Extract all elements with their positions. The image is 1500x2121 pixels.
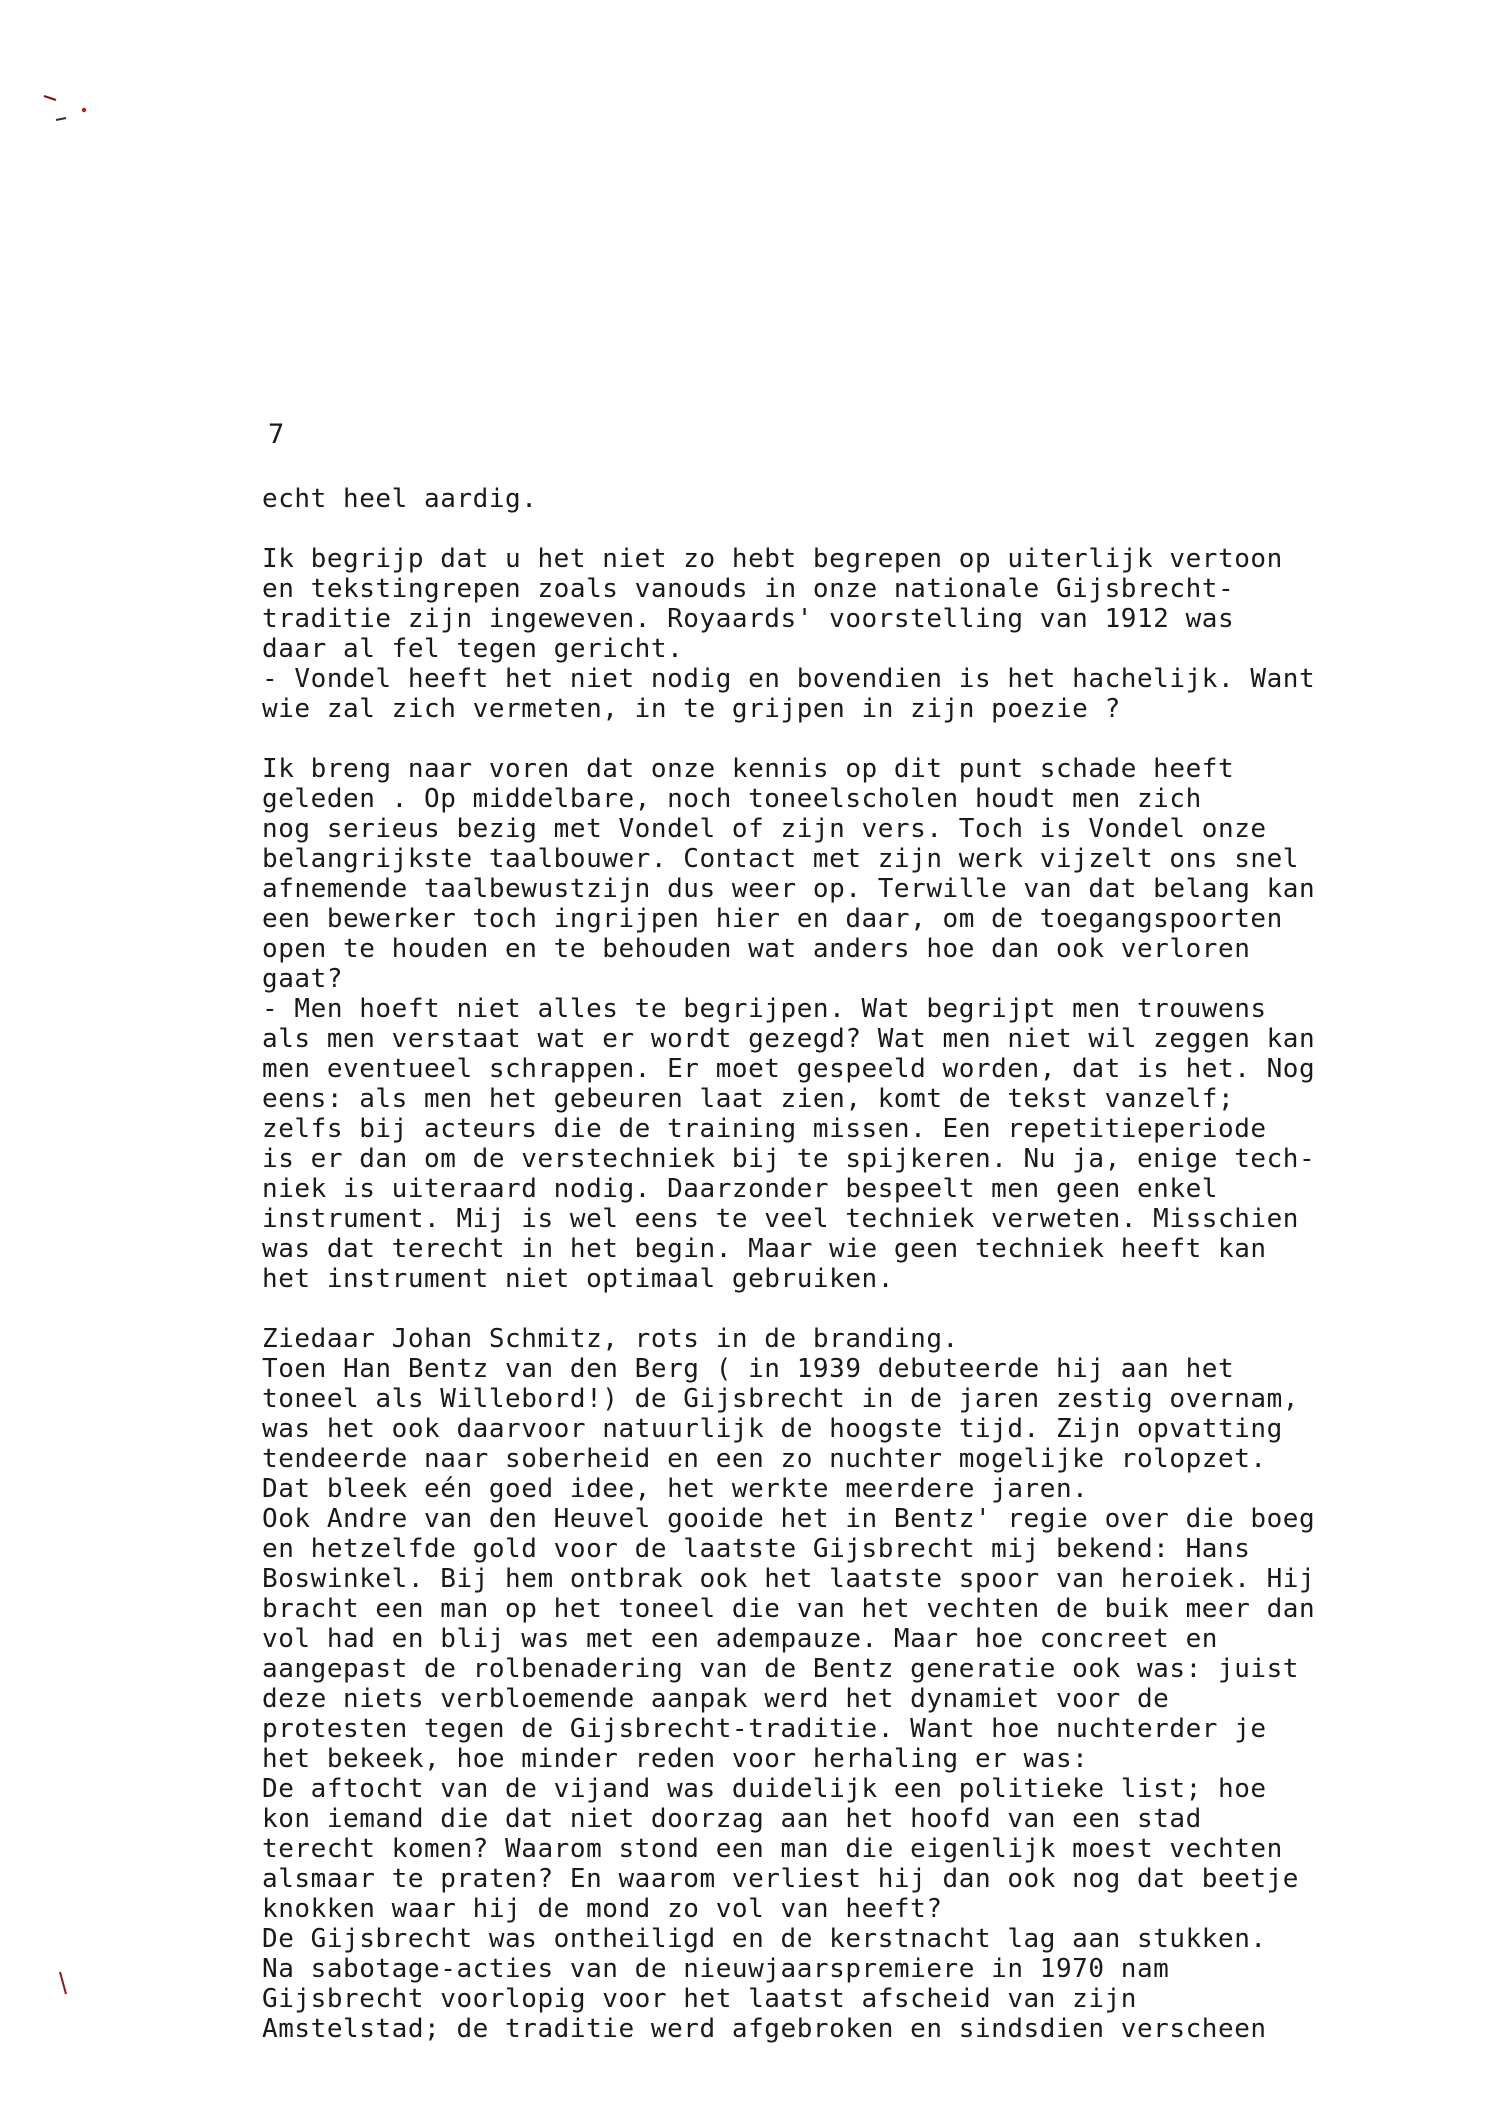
text-line: - Men hoeft niet alles te begrijpen. Wat begrijpt men trouwens [262, 994, 1267, 1024]
text-line: knokken waar hij de mond zo vol van heeft? [262, 1894, 943, 1924]
text-line: belangrijkste taalbouwer. Contact met zijn werk vijzelt ons snel [262, 844, 1300, 874]
blank-line [262, 1294, 1462, 1324]
text-line: als men verstaat wat er wordt gezegd? Wat men niet wil zeggen kan [262, 1024, 1316, 1054]
text-line: wie zal zich vermeten, in te grijpen in zijn poezie ? [262, 694, 1121, 724]
text-line: Ik begrijp dat u het niet zo hebt begrepen op uiterlijk vertoon [262, 544, 1283, 574]
text-line: tendeerde naar soberheid en een zo nuchter mogelijke rolopzet. [262, 1444, 1267, 1474]
text-line: nog serieus bezig met Vondel of zijn vers. Toch is Vondel onze [262, 814, 1267, 844]
text-line: Gijsbrecht voorlopig voor het laatst afscheid van zijn [262, 1984, 1137, 2014]
text-line: De aftocht van de vijand was duidelijk een politieke list; hoe [262, 1774, 1267, 1804]
text-line: Toen Han Bentz van den Berg ( in 1939 debuteerde hij aan het [262, 1354, 1235, 1384]
text-line: eens: als men het gebeuren laat zien, komt de tekst vanzelf; [262, 1084, 1235, 1114]
blank-line [262, 724, 1462, 754]
text-line: was het ook daarvoor natuurlijk de hoogste tijd. Zijn opvatting [262, 1414, 1283, 1444]
scan-mark [82, 108, 86, 112]
text-line: terecht komen? Waarom stond een man die eigenlijk moest vechten [262, 1834, 1283, 1864]
text-line: open te houden en te behouden wat anders hoe dan ook verloren [262, 934, 1251, 964]
text-line: protesten tegen de Gijsbrecht-traditie. Want hoe nuchterder je [262, 1714, 1267, 1744]
text-line: afnemende taalbewustzijn dus weer op. Terwille van dat belang kan [262, 874, 1316, 904]
text-line: is er dan om de verstechniek bij te spijkeren. Nu ja, enige tech- [262, 1144, 1316, 1174]
text-line: Na sabotage-acties van de nieuwjaarspremiere in 1970 nam [262, 1954, 1170, 1984]
blank-line [262, 514, 1462, 544]
text-line: een bewerker toch ingrijpen hier en daar, om de toegangspoorten [262, 904, 1283, 934]
scan-mark [56, 118, 66, 120]
scan-mark [44, 96, 56, 100]
text-line: was dat terecht in het begin. Maar wie geen techniek heeft kan [262, 1234, 1267, 1264]
text-line: Boswinkel. Bij hem ontbrak ook het laatste spoor van heroiek. Hij [262, 1564, 1316, 1594]
text-line: deze niets verbloemende aanpak werd het dynamiet voor de [262, 1684, 1170, 1714]
text-line: aangepast de rolbenadering van de Bentz generatie ook was: juist [262, 1654, 1300, 1684]
text-line: zelfs bij acteurs die de training missen. Een repetitieperiode [262, 1114, 1267, 1144]
text-line: Ook Andre van den Heuvel gooide het in Bentz' regie over die boeg [262, 1504, 1316, 1534]
text-line: Ziedaar Johan Schmitz, rots in de branding. [262, 1324, 959, 1354]
scan-mark [60, 1972, 66, 1994]
text-line: gaat? [262, 964, 344, 994]
text-line: alsmaar te praten? En waarom verliest hij dan ook nog dat beetje [262, 1864, 1300, 1894]
text-line: echt heel aardig. [262, 484, 538, 514]
text-line: traditie zijn ingeweven. Royaards' voorstelling van 1912 was [262, 604, 1235, 634]
text-line: vol had en blij was met een adempauze. Maar hoe concreet en [262, 1624, 1218, 1654]
text-line: het bekeek, hoe minder reden voor herhaling er was: [262, 1744, 1089, 1774]
text-line: en tekstingrepen zoals vanouds in onze nationale Gijsbrecht- [262, 574, 1235, 604]
text-line: Amstelstad; de traditie werd afgebroken en sindsdien verscheen [262, 2014, 1267, 2044]
text-line: bracht een man op het toneel die van het vechten de buik meer dan [262, 1594, 1316, 1624]
text-line: kon iemand die dat niet doorzag aan het hoofd van een stad [262, 1804, 1202, 1834]
text-line: De Gijsbrecht was ontheiligd en de kerstnacht lag aan stukken. [262, 1924, 1267, 1954]
text-line: daar al fel tegen gericht. [262, 634, 684, 664]
text-line: Ik breng naar voren dat onze kennis op dit punt schade heeft [262, 754, 1235, 784]
typed-text-body [262, 484, 1462, 2044]
text-line: en hetzelfde gold voor de laatste Gijsbrecht mij bekend: Hans [262, 1534, 1251, 1564]
text-line: men eventueel schrappen. Er moet gespeeld worden, dat is het. Nog [262, 1054, 1316, 1084]
text-line: niek is uiteraard nodig. Daarzonder bespeelt men geen enkel [262, 1174, 1218, 1204]
text-line: toneel als Willebord!) de Gijsbrecht in de jaren zestig overnam, [262, 1384, 1300, 1414]
text-line: - Vondel heeft het niet nodig en bovendien is het hachelijk. Want [262, 664, 1316, 694]
text-line: instrument. Mij is wel eens te veel techniek verweten. Misschien [262, 1204, 1300, 1234]
text-line: het instrument niet optimaal gebruiken. [262, 1264, 894, 1294]
text-line: Dat bleek eén goed idee, het werkte meerdere jaren. [262, 1474, 1089, 1504]
page-number: 7 [268, 419, 285, 450]
text-line: geleden . Op middelbare, noch toneelscholen houdt men zich [262, 784, 1202, 814]
